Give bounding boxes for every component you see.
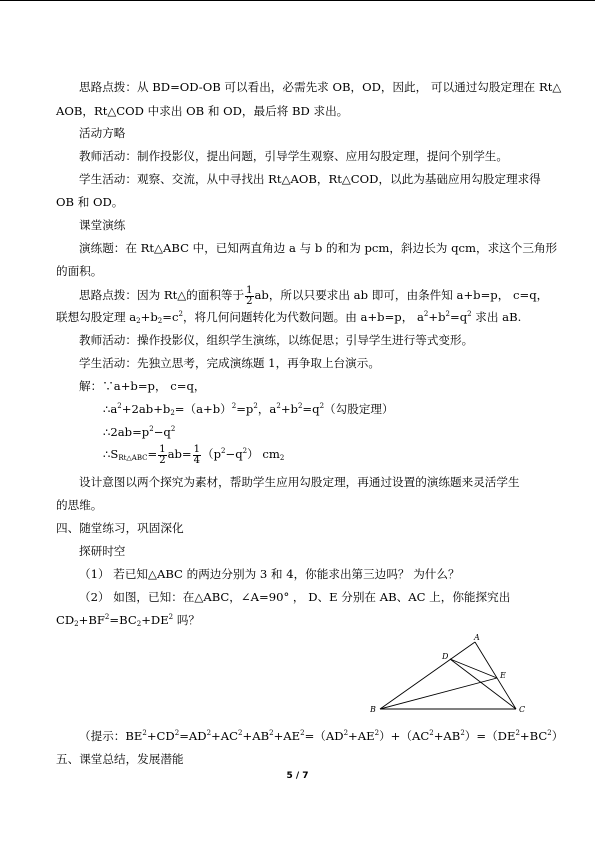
paragraph-exercise-line-1: 演练题：在 Rt△ABC 中，已知两直角边 a 与 b 的和为 pcm，斜边长为 qcm，求这个三角形: [79, 241, 558, 255]
paragraph-student-activity-line-1: 学生活动：观察、交流，从中寻找出 Rt△AOB，Rt△COD，以此为基础应用勾股定理求得: [79, 172, 541, 186]
heading-explore: 探研时空: [79, 544, 126, 558]
paragraph-design-intent-line-2: 的思维。: [56, 498, 103, 512]
page-top-rule: [0, 0, 595, 1]
solution-step-2: $\therefore a^2+2ab+b_2=(a+b)^2=p^2$，$a^2+b^2=q^2$（勾股定理）: [103, 402, 394, 417]
section-heading-4: 四、随堂练习，巩固深化: [56, 521, 184, 535]
label-c: C: [519, 705, 526, 714]
paragraph-hint-line-1: 思路点拨：从 BD=OD-OB 可以看出，必需先求 OB，OD，因此， 可以通过勾股定理在 Rt△: [79, 80, 562, 94]
solution-step-1: 解：∵a+b=p， c=q，: [79, 379, 206, 393]
label-a: A: [474, 634, 480, 642]
segment-cd: [450, 659, 516, 709]
label-b: B: [370, 705, 376, 714]
paragraph-exercise-line-2: 的面积。: [56, 264, 103, 278]
label-d: D: [442, 652, 449, 661]
paragraph-hint-line-2: AOB，Rt△COD 中求出 OB 和 OD，最后将 BD 求出。: [56, 104, 349, 118]
segment-de: [450, 659, 497, 678]
triangle-figure: [370, 634, 535, 720]
fraction-one-half-area: $\frac{1}{2}$: [159, 443, 166, 466]
label-e: E: [500, 671, 506, 680]
section-heading-5: 五、课堂总结，发展潜能: [56, 752, 184, 766]
fraction-one-quarter: $\frac{1}{4}$: [193, 443, 201, 466]
question-1: （1） 若已知△ABC 的两边分别为 3 和 4，你能求出第三边吗？ 为什么？: [79, 567, 460, 581]
segment-ba: [380, 642, 475, 709]
paragraph-student-activity-line-2: OB 和 OD。: [56, 195, 124, 209]
question-2-line-1: （2） 如图，已知：在△ABC，∠A=90° ， D、E 分别在 AB、AC 上，你能探究出: [79, 590, 511, 604]
segment-ac: [475, 642, 516, 709]
paragraph-design-intent-line-1: 设计意图以两个探究为素材，帮助学生应用勾股定理，再通过设置的演练题来灵活学生: [79, 475, 520, 489]
paragraph-solution-hint-line-2: 联想勾股定理 $a_2+b_2=c^2$，将几何问题转化为代数问题。由 a+b=p， $a^2+b^2=q^2$ 求出 aB.: [56, 310, 522, 325]
page-number: 5 / 7: [286, 771, 309, 781]
paragraph-teacher-operation: 教师活动：操作投影仪，组织学生演练，以练促思；引导学生进行等式变形。: [79, 333, 474, 347]
fraction-one-half: $\frac{1}{2}$: [246, 284, 253, 307]
solution-step-3: $\therefore 2ab=p^2-q^2$: [103, 425, 176, 439]
paragraph-teacher-activity: 教师活动：制作投影仪，提出问题，引导学生观察、应用勾股定理，提问个别学生。: [79, 149, 508, 163]
paragraph-student-practice: 学生活动：先独立思考，完成演练题 1，再争取上台演示。: [79, 356, 380, 370]
paragraph-solution-hint-line-1: 思路点拨：因为 Rt△的面积等于 $\frac{1}{2}$ ab，所以只要求出 ab 即可，由条件知 a+b=p， c=q，: [79, 284, 549, 307]
hint-equation: （提示：$BE^2+CD^2=AD^2+AC^2+AB^2+AE^2=(AD^2+AE^2)+(AC^2+AB^2)=(DE^2+BC^2)$: [79, 729, 564, 743]
question-2-line-2: $CD_2+BF^2=BC_2+DE^2$ 吗？: [56, 613, 201, 628]
segment-be: [380, 678, 497, 709]
solution-step-4: $\therefore S_{Rt\triangle ABC}=$ $\frac{1}{2}$ ab= $\frac{1}{4}$ $(p^2-q^2)$ $cm_2$: [103, 443, 285, 466]
heading-classroom-practice: 课堂演练: [79, 218, 126, 232]
heading-activity-strategy: 活动方略: [79, 126, 126, 140]
